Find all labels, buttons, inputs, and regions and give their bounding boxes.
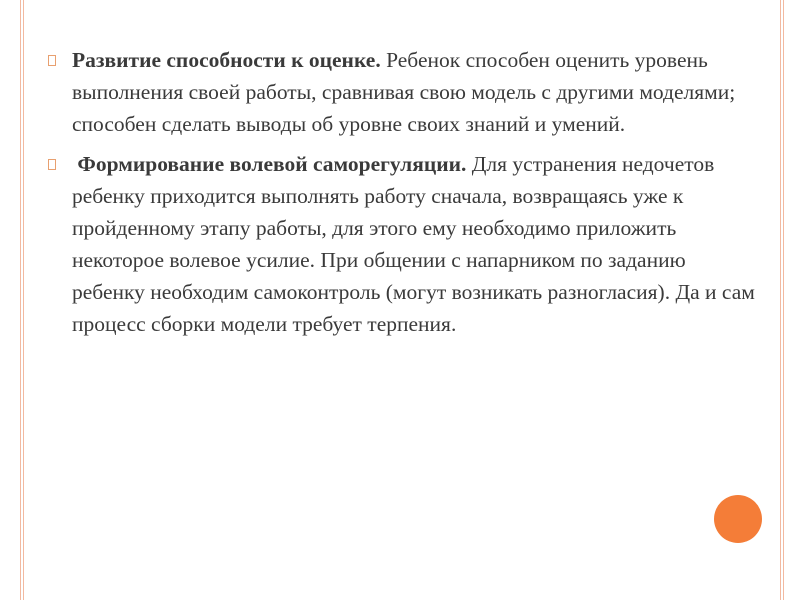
decorative-orange-circle — [714, 495, 762, 543]
paragraph-assessment — [44, 44, 759, 140]
paragraph-assessment-lead: Развитие способности к оценке. — [72, 48, 381, 72]
square-outline-bullet-icon — [48, 159, 56, 170]
paragraph-self-regulation-text: Для устранения недочетов ребенку приходится выполнять работу сначала, возвращаясь уже к пройденному этапу работы, для этого ему необходимо приложить некоторое волевое усилие. При общении с напарником по заданию ребенку необходим самоконтроль (могут возникать разногласия). Да и сам процесс сборки модели требует терпения. — [72, 152, 755, 336]
slide-content — [44, 44, 759, 348]
paragraph-self-regulation — [44, 148, 759, 340]
paragraph-assessment-text: Ребенок способен оценить уровень выполнения своей работы, сравнивая свою модель с другими моделями; способен сделать выводы об уровне своих знаний и умений. — [72, 48, 736, 136]
paragraph-self-regulation-lead: Формирование волевой саморегуляции. — [72, 152, 467, 176]
square-outline-bullet-icon — [48, 55, 56, 66]
